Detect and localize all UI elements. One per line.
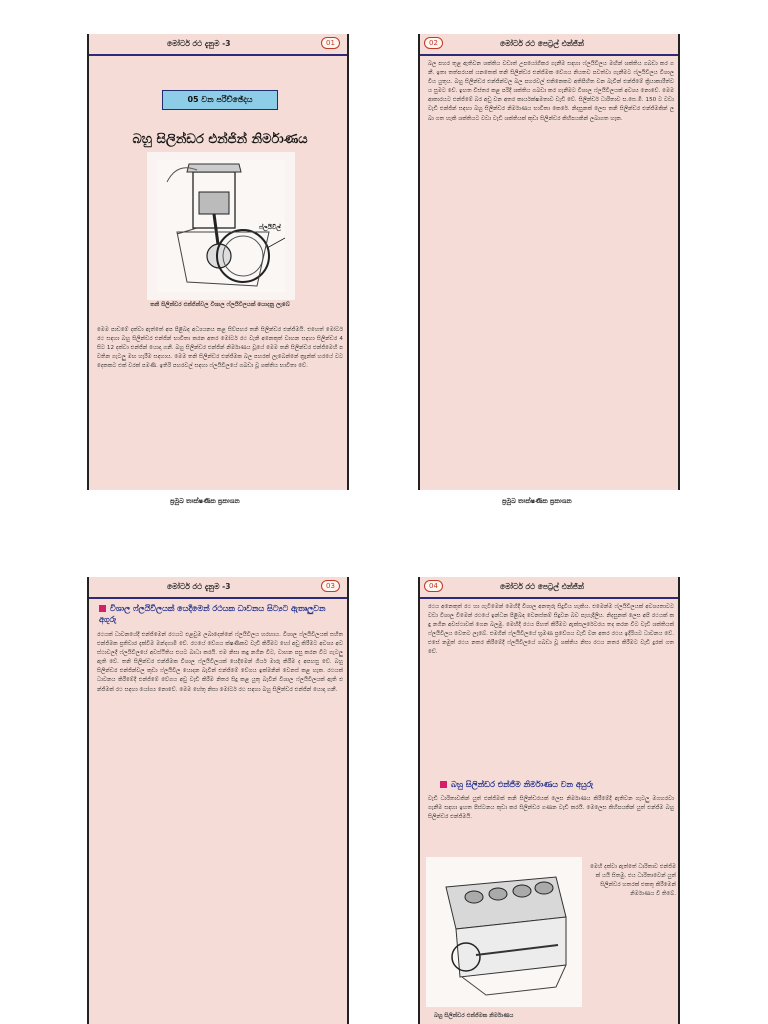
page-4 — [418, 577, 680, 1024]
header-rule — [89, 597, 349, 599]
bullet-icon — [99, 605, 106, 612]
page-number: 04 — [424, 580, 443, 592]
section-title — [99, 603, 343, 625]
page-title: බහු සිලින්ඩර එන්ජින් නිර්මාණය — [132, 132, 308, 147]
section-title-text: විශාල ෆ්ලයිවීලයක් යෙදීමෙන් රථයක ධාවනය සිට්‍යට ඇතෘලුවන අගුරු — [99, 604, 326, 624]
figure-caption: බහු සිලින්ඩර එන්ජිමක නිර්මාණය — [434, 1013, 514, 1019]
figure-side-text: මෙහි දක්වා ඇත්තේ ධාරිතාව එන්ජිමක් යයි සිතමු. එය ධාරිතාවෙන් යුත් සිලින්ඩර හතරක් එකතු කිරීමෙන් නිර්මාණය වී තිබේ. — [590, 864, 676, 898]
engine-figure — [147, 152, 295, 300]
multi-cylinder-figure — [426, 857, 582, 1007]
page-1 — [87, 34, 349, 490]
page-number: 03 — [321, 580, 340, 592]
body-text-bottom: වැඩි ධාරිතාවකින් යුත් එන්ජිමක් තනි සිලින්ඩරයක් ලෙස නිර්මාණය කිරීමේදී ඇතිවන ගැටලු මගහරවා ගැනීම සඳහා ඉහත පිස්ටනය කුඩා කර සිලින්ඩර ගණන වැඩි කරයි. මෙලෙස කිහිපයකින් යුත් එන්ජිම බහු සිලින්ඩර එන්ජිමයි. — [428, 796, 674, 821]
multi-cylinder-engine-drawing — [426, 857, 582, 1007]
footer-publisher: ප්‍රමුඛ තාක්ෂණික ප්‍රකාශන — [170, 497, 240, 505]
figure-caption: තනි සිලින්ඩර එන්ජින්වල විශාල ෆ්ලයිවීලයක් යොදනු ලැබේ — [150, 302, 290, 308]
page-number: 01 — [321, 37, 340, 49]
bullet-icon — [440, 781, 447, 788]
page-header: මෝටර් රථ පෙට්‍රල් එන්ජින් — [500, 39, 584, 48]
body-text-top: රථය අනෙකුත් රථ හා ගැටීමෙන් මෙහිදී විශාල අනතුරු සිදුවිය හැකිය. එමෙන්ම ෆ්ලයිවීලයක් අවශ්‍යතාවට වඩා විශාල වීමෙන් රථයේ ඉන්ධන පිළිබඳ වෙනස්කම් සිදුවන බව පැහැදිලිය. නිදසුනක් ලෙස අපි රථයක් කඳු නගින අවස්ථාවක් ගෙන බලමු. මෙහිදී රථය පිහත් කිරීමට ඇක්සලරේටරය තද කරන විට වැඩි ශක්තියක් ෆ්ලයිවීලය වෙතට ලැබේ. එමගින් ෆ්ලයිවීලයේ භ්‍රමණ ප්‍රවේගය වැඩි වන අතර රථය ඉදිරියට ධාවනය වේ. එසේ නමුත් රථය නතර කිරීමේදී ෆ්ලයිවීලයේ ගබඩා වූ ශක්තිය නිසා රථය නතර කිරීමට වැඩි දුරක් ගත වේ. — [428, 604, 674, 656]
page-number: 02 — [424, 37, 443, 49]
page-header: මෝටර් රථ දැනුම -3 — [167, 582, 231, 591]
header-rule — [420, 597, 680, 599]
footer-publisher: ප්‍රමුඛ තාක්ෂණික ප්‍රකාශන — [502, 497, 572, 505]
page-header: මෝටර් රථ දැනුම -3 — [167, 39, 231, 48]
page-header: මෝටර් රථ පෙට්‍රල් එන්ජින් — [500, 582, 584, 591]
section-title — [440, 779, 674, 790]
chapter-label: 05 වන පරිච්ඡේදය — [162, 90, 278, 110]
header-rule — [89, 54, 349, 56]
body-text: රථයක් ධාවනයේදී එන්ජිමෙන් රථයට එළවුම ලබාදෙන්නේ ෆ්ලයිවීලය හරහාය. විශාල ෆ්ලයිවීලයක් සහිත එන්ජිමක ප්‍රතිචාර දැක්වීම මන්දගාමී වේ. රථයේ වේගය ක්ෂණිකව වැඩි කිරීමට හෝ අඩු කිරීමට අවශ්‍ය අවස්ථාවලදී ෆ්ලයිවීලයේ අවස්ථිතිය එයට බාධා කරයි. එම නිසා කඳු නගින විට, වාහන පසු කරන විට ගැටලු ඇති වේ. තනි සිලින්ඩර එන්ජිමක විශාල ෆ්ලයිවීලයක් යෙදීමෙන් ගියර් මාරු කිරීම ද අපහසු වේ. බහු සිලින්ඩර එන්ජින්වල කුඩා ෆ්ලයිවීල යොදන බැවින් එන්ජිමේ වේගය ඉක්මනින් වෙනස් කළ හැක. රථයක් ධාවනය කිරීමේදී එන්ජිමේ වේගය අඩු වැඩි කිරීම නිතර සිදු කළ යුතු බැවින් විශාල ෆ්ලයිවීලයක් ඇති එන්ජිමක් රථ සඳහා යෝග්‍ය නොවේ. මෙම හේතු නිසා මෝටර් රථ සඳහා බහු සිලින්ඩර එන්ජින් යොදා ගනී. — [97, 632, 343, 693]
page-2 — [418, 34, 680, 490]
page-3 — [87, 577, 349, 1024]
section-title-text: බහු සිලින්ඩර එන්ජිම නිර්මාණය වන අයුරු — [451, 780, 594, 789]
body-text: මෙම පාඩමේ දක්වා ඇත්තේ අප පිළිබඳ අධ්‍යයනය කළ සිව්පහර තනි සිලින්ඩර එන්ජිමයි. එහෙත් මෝටර් රථ සඳහා බහු සිලින්ඩර එන්ජින් භාවිතා කරන අතර මෝටර් රථ වැනි අනෙකුත් වාහන සඳහා සිලින්ඩර 4 සිට 12 දක්වා එන්ජින් යොදා ගනී. බහු සිලින්ඩර එන්ජින් නිර්මාණය වූයේ මෙම තනි සිලින්ඩර එන්ජිමෙහි පවතින ගැටලු මඟ හැරීම සඳහාය. මෙම තනි සිලින්ඩර එන්ජිමක බල පහරක් ලැබෙන්නේ ක්‍රෑන්ක් හරයේ වට දෙකකට එක් වරක් පමණි. ඉතිරි පහරවල් සඳහා ෆ්ලයිවීලයේ ගබඩා වූ ශක්තිය භාවිතා වේ. — [97, 327, 343, 370]
body-text: බල පහර තුළ ඇතිවන ශක්තිය වඩාත් උපයෝගීකර ගැනීම සඳහා ෆ්ලයිවීලය මඟින් ශක්තිය ගබඩා කර ගනී. ඉතා තත්පරයක් යනතෙක් තනි සිලින්ඩර එන්ජිමක වේගය නියතව පවත්වා ගැනීමට ෆ්ලයිවීලය විශාල විය යුතුය. බහු සිලින්ඩර එන්ජින්වල බල පහරවල් එකිනෙකට අතිපිහිත වන බැවින් එන්ජිමේ ක්‍රියාකාරීත්වය සුමට වේ. ඉහත විස්තර කළ පරිදි ශක්තිය ගබඩා කර ගැනීමට විශාල ෆ්ලයිවීලයක් අවශ්‍ය නොවේ. මෙම ආකාරයට එන්ජිමේ බර අඩු වන අතර කාර්යක්ෂමතාව වැඩි වේ. සිලින්ඩර් ධාරිතාව ඝ.සෙ.මි. 150 ට වඩා වැඩි එන්ජින් සඳහා බහු සිලින්ඩර නිර්මාණය භාවිතා කෙරේ. නිදසුනක් ලෙස තනි සිලින්ඩර එන්ජිමකින් ලබා ගත හැකි ශක්තියට වඩා වැඩි ශක්තියක් කුඩා සිලින්ඩර කිහිපයකින් ලබාගත හැක. — [428, 61, 674, 122]
flywheel-label: ෆ්ලයිවීල් — [259, 224, 281, 231]
header-rule — [420, 54, 680, 56]
